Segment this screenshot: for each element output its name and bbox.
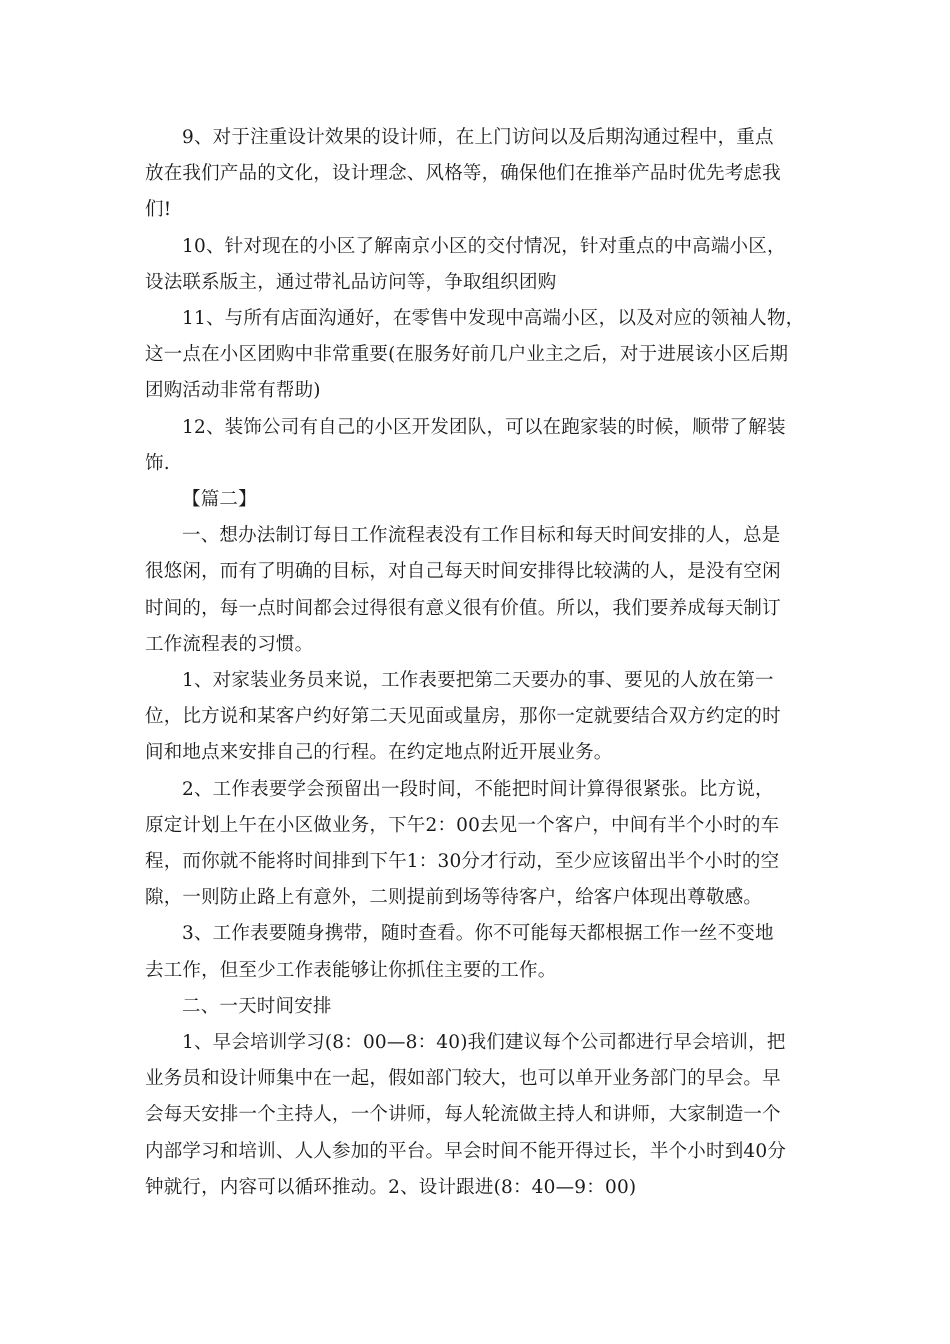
text-line: 程，而你就不能将时间排到下午1：30分才行动，至少应该留出半个小时的空 <box>145 851 780 873</box>
text-line: 设法联系版主，通过带礼品访问等，争取组织团购 <box>145 271 557 293</box>
paragraph-part-one-item-1 <box>145 663 810 772</box>
text-line: 饰. <box>145 452 170 474</box>
document-body <box>145 120 810 1206</box>
text-line: 原定计划上午在小区做业务，下午2：00去见一个客户，中间有半个小时的车 <box>145 814 780 836</box>
text-line: 钟就行，内容可以循环推动。2、设计跟进(8：40—9：00) <box>145 1176 637 1198</box>
text-line: 很悠闲，而有了明确的目标，对自己每天时间安排得比较满的人，是没有空闲 <box>145 561 781 583</box>
paragraph-part-one-item-2 <box>145 772 810 917</box>
section-heading <box>145 482 810 518</box>
paragraph-item-9 <box>145 120 810 229</box>
text-line: 隙，一则防止路上有意外，二则提前到场等待客户，给客户体现出尊敬感。 <box>145 887 763 909</box>
text-line: 9、对于注重设计效果的设计师，在上门访问以及后期沟通过程中，重点 <box>182 127 774 148</box>
paragraph-item-12 <box>145 410 810 482</box>
section-title: 【篇二】 <box>182 489 257 511</box>
paragraph-part-one <box>145 518 810 663</box>
paragraph-item-10 <box>145 229 810 301</box>
text-line: 会每天安排一个主持人，一个讲师，每人轮流做主持人和讲师，大家制造一个 <box>145 1104 781 1126</box>
text-line: 这一点在小区团购中非常重要(在服务好前几户业主之后，对于进展该小区后期 <box>145 344 789 366</box>
paragraph-item-11 <box>145 301 810 410</box>
text-line: 2、工作表要学会预留出一段时间，不能把时间计算得很紧张。比方说， <box>182 778 774 800</box>
paragraph-part-two <box>145 989 810 1025</box>
text-line: 内部学习和培训、人人参加的平台。早会时间不能开得过长，半个小时到40分 <box>145 1140 787 1162</box>
text-line: 3、工作表要随身携带，随时查看。你不可能每天都根据工作一丝不变地 <box>182 923 774 945</box>
text-line: 间和地点来安排自己的行程。在约定地点附近开展业务。 <box>145 742 613 764</box>
text-line: 1、对家装业务员来说，工作表要把第二天要办的事、要见的人放在第一 <box>182 670 774 692</box>
paragraph-part-two-item-1 <box>145 1025 810 1206</box>
text-line: 一、想办法制订每日工作流程表没有工作目标和每天时间安排的人，总是 <box>182 525 781 547</box>
text-line: 12、装饰公司有自己的小区开发团队，可以在跑家装的时候，顺带了解装 <box>182 416 786 438</box>
text-line: 11、与所有店面沟通好，在零售中发现中高端小区，以及对应的领袖人物， <box>182 308 805 330</box>
text-line: 们! <box>145 199 172 221</box>
text-line: 放在我们产品的文化，设计理念、风格等，确保他们在推举产品时优先考虑我 <box>145 163 781 185</box>
text-line: 去工作，但至少工作表能够让你抓住主要的工作。 <box>145 959 557 981</box>
paragraph-part-one-item-3 <box>145 916 810 988</box>
text-line: 二、一天时间安排 <box>182 995 332 1017</box>
text-line: 团购活动非常有帮助) <box>145 380 321 402</box>
text-line: 位，比方说和某客户约好第二天见面或量房，那你一定就要结合双方约定的时 <box>145 706 781 728</box>
text-line: 10、针对现在的小区了解南京小区的交付情况，针对重点的中高端小区， <box>182 235 786 257</box>
text-line: 1、早会培训学习(8：00—8：40)我们建议每个公司都进行早会培训，把 <box>182 1032 786 1054</box>
text-line: 时间的，每一点时间都会过得很有意义很有价值。所以，我们要养成每天制订 <box>145 597 781 619</box>
text-line: 工作流程表的习惯。 <box>145 633 314 655</box>
text-line: 业务员和设计师集中在一起，假如部门较大，也可以单开业务部门的早会。早 <box>145 1068 781 1090</box>
